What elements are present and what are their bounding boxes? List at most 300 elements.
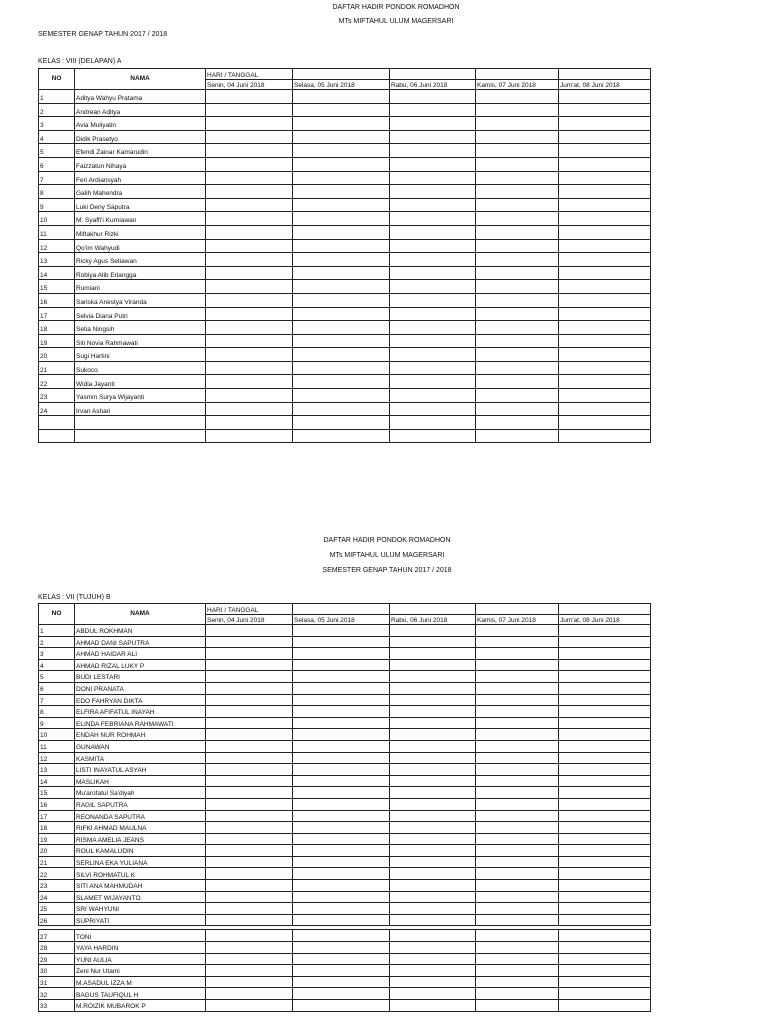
attendance-cell[interactable] bbox=[559, 402, 651, 416]
attendance-cell[interactable] bbox=[476, 914, 559, 926]
attendance-cell[interactable] bbox=[559, 659, 651, 671]
attendance-cell[interactable] bbox=[293, 671, 390, 683]
attendance-cell[interactable] bbox=[206, 787, 293, 799]
attendance-cell[interactable] bbox=[293, 659, 390, 671]
attendance-cell[interactable] bbox=[476, 375, 559, 389]
attendance-cell[interactable] bbox=[390, 321, 476, 335]
attendance-cell[interactable] bbox=[559, 740, 651, 752]
attendance-cell[interactable] bbox=[206, 321, 293, 335]
attendance-cell[interactable] bbox=[559, 375, 651, 389]
attendance-cell[interactable] bbox=[476, 752, 559, 764]
attendance-cell[interactable] bbox=[476, 810, 559, 822]
attendance-cell[interactable] bbox=[476, 775, 559, 787]
attendance-cell[interactable] bbox=[476, 717, 559, 729]
attendance-cell[interactable] bbox=[476, 671, 559, 683]
attendance-cell[interactable] bbox=[206, 798, 293, 810]
attendance-cell[interactable] bbox=[476, 891, 559, 903]
attendance-cell[interactable] bbox=[559, 798, 651, 810]
attendance-cell[interactable] bbox=[559, 822, 651, 834]
student-number: 30 bbox=[39, 965, 75, 977]
attendance-cell[interactable] bbox=[390, 625, 476, 637]
attendance-cell[interactable] bbox=[390, 891, 476, 903]
attendance-cell[interactable] bbox=[559, 845, 651, 857]
attendance-cell[interactable] bbox=[559, 833, 651, 845]
attendance-cell[interactable] bbox=[476, 942, 559, 954]
attendance-cell[interactable] bbox=[390, 787, 476, 799]
attendance-cell[interactable] bbox=[476, 171, 559, 185]
attendance-cell[interactable] bbox=[206, 625, 293, 637]
attendance-cell[interactable] bbox=[476, 694, 559, 706]
attendance-cell[interactable] bbox=[559, 976, 651, 988]
attendance-cell[interactable] bbox=[559, 334, 651, 348]
attendance-cell[interactable] bbox=[390, 402, 476, 416]
attendance-cell[interactable] bbox=[476, 930, 559, 942]
attendance-cell[interactable] bbox=[293, 891, 390, 903]
attendance-cell[interactable] bbox=[206, 729, 293, 741]
attendance-cell[interactable] bbox=[206, 965, 293, 977]
attendance-cell[interactable] bbox=[476, 822, 559, 834]
attendance-cell[interactable] bbox=[293, 706, 390, 718]
attendance-cell[interactable] bbox=[293, 90, 390, 104]
attendance-cell[interactable] bbox=[559, 307, 651, 321]
attendance-cell[interactable] bbox=[293, 144, 390, 158]
attendance-cell[interactable] bbox=[476, 416, 559, 430]
attendance-cell[interactable] bbox=[293, 880, 390, 892]
attendance-cell[interactable] bbox=[476, 868, 559, 880]
attendance-cell[interactable] bbox=[559, 389, 651, 403]
attendance-cell[interactable] bbox=[559, 942, 651, 954]
attendance-cell[interactable] bbox=[559, 729, 651, 741]
attendance-cell[interactable] bbox=[476, 144, 559, 158]
attendance-cell[interactable] bbox=[476, 90, 559, 104]
attendance-cell[interactable] bbox=[293, 198, 390, 212]
attendance-cell[interactable] bbox=[390, 157, 476, 171]
attendance-cell[interactable] bbox=[390, 775, 476, 787]
attendance-cell[interactable] bbox=[559, 671, 651, 683]
attendance-cell[interactable] bbox=[206, 144, 293, 158]
attendance-cell[interactable] bbox=[390, 253, 476, 267]
attendance-cell[interactable] bbox=[293, 253, 390, 267]
attendance-cell[interactable] bbox=[476, 856, 559, 868]
attendance-cell[interactable] bbox=[293, 775, 390, 787]
attendance-cell[interactable] bbox=[476, 429, 559, 443]
attendance-cell[interactable] bbox=[206, 648, 293, 660]
attendance-cell[interactable] bbox=[293, 729, 390, 741]
attendance-cell[interactable] bbox=[206, 740, 293, 752]
attendance-cell[interactable] bbox=[293, 868, 390, 880]
attendance-cell[interactable] bbox=[559, 648, 651, 660]
attendance-cell[interactable] bbox=[559, 903, 651, 915]
attendance-cell[interactable] bbox=[476, 636, 559, 648]
attendance-cell[interactable] bbox=[293, 636, 390, 648]
attendance-cell[interactable] bbox=[559, 764, 651, 776]
attendance-cell[interactable] bbox=[390, 280, 476, 294]
attendance-cell[interactable] bbox=[390, 144, 476, 158]
attendance-cell[interactable] bbox=[206, 212, 293, 226]
attendance-cell[interactable] bbox=[390, 868, 476, 880]
attendance-cell[interactable] bbox=[390, 171, 476, 185]
attendance-cell[interactable] bbox=[206, 903, 293, 915]
attendance-cell[interactable] bbox=[293, 348, 390, 362]
attendance-cell[interactable] bbox=[476, 648, 559, 660]
attendance-cell[interactable] bbox=[390, 361, 476, 375]
attendance-cell[interactable] bbox=[206, 694, 293, 706]
attendance-cell[interactable] bbox=[293, 225, 390, 239]
attendance-cell[interactable] bbox=[476, 157, 559, 171]
attendance-cell[interactable] bbox=[476, 659, 559, 671]
attendance-cell[interactable] bbox=[390, 764, 476, 776]
attendance-cell[interactable] bbox=[206, 775, 293, 787]
attendance-cell[interactable] bbox=[206, 953, 293, 965]
attendance-cell[interactable] bbox=[293, 117, 390, 131]
attendance-cell[interactable] bbox=[390, 266, 476, 280]
attendance-cell[interactable] bbox=[293, 648, 390, 660]
attendance-cell[interactable] bbox=[559, 891, 651, 903]
attendance-cell[interactable] bbox=[559, 988, 651, 1000]
attendance-cell[interactable] bbox=[559, 103, 651, 117]
attendance-cell[interactable] bbox=[206, 225, 293, 239]
attendance-cell[interactable] bbox=[476, 787, 559, 799]
attendance-cell[interactable] bbox=[206, 752, 293, 764]
attendance-cell[interactable] bbox=[559, 144, 651, 158]
attendance-cell[interactable] bbox=[559, 787, 651, 799]
attendance-cell[interactable] bbox=[206, 891, 293, 903]
attendance-cell[interactable] bbox=[390, 130, 476, 144]
attendance-cell[interactable] bbox=[476, 706, 559, 718]
attendance-cell[interactable] bbox=[206, 659, 293, 671]
attendance-cell[interactable] bbox=[559, 625, 651, 637]
attendance-cell[interactable] bbox=[206, 868, 293, 880]
attendance-cell[interactable] bbox=[559, 90, 651, 104]
attendance-cell[interactable] bbox=[559, 321, 651, 335]
attendance-cell[interactable] bbox=[390, 845, 476, 857]
attendance-cell[interactable] bbox=[559, 348, 651, 362]
attendance-cell[interactable] bbox=[390, 348, 476, 362]
attendance-cell[interactable] bbox=[206, 810, 293, 822]
attendance-cell[interactable] bbox=[293, 171, 390, 185]
attendance-cell[interactable] bbox=[390, 903, 476, 915]
attendance-cell[interactable] bbox=[559, 225, 651, 239]
attendance-cell[interactable] bbox=[476, 729, 559, 741]
attendance-cell[interactable] bbox=[390, 752, 476, 764]
attendance-cell[interactable] bbox=[390, 103, 476, 117]
attendance-cell[interactable] bbox=[293, 416, 390, 430]
attendance-cell[interactable] bbox=[293, 976, 390, 988]
attendance-cell[interactable] bbox=[476, 239, 559, 253]
attendance-cell[interactable] bbox=[476, 798, 559, 810]
attendance-cell[interactable] bbox=[559, 416, 651, 430]
attendance-cell[interactable] bbox=[476, 833, 559, 845]
attendance-cell[interactable] bbox=[206, 1000, 293, 1012]
attendance-cell[interactable] bbox=[390, 389, 476, 403]
attendance-cell[interactable] bbox=[476, 293, 559, 307]
attendance-cell[interactable] bbox=[206, 914, 293, 926]
attendance-cell[interactable] bbox=[293, 239, 390, 253]
attendance-cell[interactable] bbox=[206, 171, 293, 185]
attendance-cell[interactable] bbox=[206, 348, 293, 362]
attendance-cell[interactable] bbox=[390, 198, 476, 212]
attendance-cell[interactable] bbox=[206, 416, 293, 430]
attendance-cell[interactable] bbox=[559, 682, 651, 694]
attendance-cell[interactable] bbox=[476, 764, 559, 776]
attendance-cell[interactable] bbox=[206, 185, 293, 199]
attendance-cell[interactable] bbox=[390, 185, 476, 199]
attendance-cell[interactable] bbox=[476, 117, 559, 131]
attendance-cell[interactable] bbox=[559, 880, 651, 892]
attendance-cell[interactable] bbox=[390, 833, 476, 845]
attendance-cell[interactable] bbox=[206, 833, 293, 845]
attendance-cell[interactable] bbox=[390, 798, 476, 810]
attendance-cell[interactable] bbox=[476, 103, 559, 117]
attendance-cell[interactable] bbox=[559, 810, 651, 822]
attendance-cell[interactable] bbox=[559, 775, 651, 787]
attendance-cell[interactable] bbox=[206, 157, 293, 171]
attendance-cell[interactable] bbox=[559, 117, 651, 131]
attendance-cell[interactable] bbox=[293, 740, 390, 752]
attendance-cell[interactable] bbox=[293, 157, 390, 171]
attendance-cell[interactable] bbox=[476, 402, 559, 416]
attendance-cell[interactable] bbox=[293, 694, 390, 706]
attendance-cell[interactable] bbox=[390, 239, 476, 253]
attendance-cell[interactable] bbox=[206, 822, 293, 834]
attendance-cell[interactable] bbox=[390, 822, 476, 834]
attendance-cell[interactable] bbox=[390, 225, 476, 239]
attendance-cell[interactable] bbox=[390, 375, 476, 389]
attendance-cell[interactable] bbox=[206, 361, 293, 375]
attendance-cell[interactable] bbox=[293, 787, 390, 799]
attendance-cell[interactable] bbox=[206, 671, 293, 683]
attendance-cell[interactable] bbox=[206, 845, 293, 857]
attendance-cell[interactable] bbox=[293, 810, 390, 822]
attendance-cell[interactable] bbox=[476, 334, 559, 348]
attendance-cell[interactable] bbox=[293, 988, 390, 1000]
day-header: Senin, 04 Juni 2018 bbox=[206, 615, 293, 625]
attendance-cell[interactable] bbox=[476, 976, 559, 988]
attendance-cell[interactable] bbox=[476, 845, 559, 857]
attendance-cell[interactable] bbox=[476, 321, 559, 335]
student-name: Selvia Diana Putri bbox=[75, 307, 206, 321]
attendance-cell[interactable] bbox=[476, 348, 559, 362]
attendance-cell[interactable] bbox=[293, 903, 390, 915]
attendance-cell[interactable] bbox=[390, 953, 476, 965]
attendance-cell[interactable] bbox=[476, 903, 559, 915]
attendance-cell[interactable] bbox=[206, 880, 293, 892]
attendance-cell[interactable] bbox=[206, 117, 293, 131]
attendance-cell[interactable] bbox=[293, 625, 390, 637]
attendance-cell[interactable] bbox=[390, 659, 476, 671]
attendance-cell[interactable] bbox=[206, 976, 293, 988]
attendance-cell[interactable] bbox=[476, 198, 559, 212]
attendance-cell[interactable] bbox=[476, 389, 559, 403]
attendance-cell[interactable] bbox=[293, 942, 390, 954]
attendance-cell[interactable] bbox=[293, 717, 390, 729]
attendance-cell[interactable] bbox=[293, 334, 390, 348]
attendance-cell[interactable] bbox=[206, 942, 293, 954]
attendance-cell[interactable] bbox=[293, 914, 390, 926]
attendance-cell[interactable] bbox=[390, 636, 476, 648]
attendance-cell[interactable] bbox=[476, 682, 559, 694]
attendance-cell[interactable] bbox=[293, 856, 390, 868]
attendance-cell[interactable] bbox=[559, 914, 651, 926]
attendance-cell[interactable] bbox=[206, 280, 293, 294]
attendance-cell[interactable] bbox=[476, 212, 559, 226]
attendance-cell[interactable] bbox=[206, 130, 293, 144]
attendance-cell[interactable] bbox=[206, 682, 293, 694]
student-number: 18 bbox=[39, 321, 75, 335]
attendance-cell[interactable] bbox=[559, 965, 651, 977]
attendance-cell[interactable] bbox=[293, 845, 390, 857]
attendance-cell[interactable] bbox=[476, 965, 559, 977]
attendance-cell[interactable] bbox=[476, 988, 559, 1000]
attendance-cell[interactable] bbox=[293, 212, 390, 226]
attendance-cell[interactable] bbox=[390, 416, 476, 430]
attendance-cell[interactable] bbox=[559, 157, 651, 171]
attendance-cell[interactable] bbox=[476, 185, 559, 199]
attendance-cell[interactable] bbox=[206, 253, 293, 267]
attendance-cell[interactable] bbox=[293, 321, 390, 335]
attendance-cell[interactable] bbox=[293, 429, 390, 443]
attendance-cell[interactable] bbox=[559, 266, 651, 280]
attendance-cell[interactable] bbox=[390, 307, 476, 321]
attendance-cell[interactable] bbox=[206, 239, 293, 253]
attendance-cell[interactable] bbox=[293, 361, 390, 375]
attendance-cell[interactable] bbox=[476, 1000, 559, 1012]
attendance-cell[interactable] bbox=[476, 253, 559, 267]
attendance-cell[interactable] bbox=[390, 694, 476, 706]
attendance-cell[interactable] bbox=[390, 334, 476, 348]
attendance-cell[interactable] bbox=[559, 706, 651, 718]
attendance-cell[interactable] bbox=[476, 625, 559, 637]
attendance-cell[interactable] bbox=[390, 671, 476, 683]
attendance-cell[interactable] bbox=[206, 930, 293, 942]
attendance-cell[interactable] bbox=[559, 212, 651, 226]
attendance-cell[interactable] bbox=[559, 185, 651, 199]
attendance-cell[interactable] bbox=[206, 988, 293, 1000]
attendance-cell[interactable] bbox=[559, 953, 651, 965]
attendance-cell[interactable] bbox=[206, 429, 293, 443]
attendance-cell[interactable] bbox=[559, 717, 651, 729]
attendance-cell[interactable] bbox=[559, 752, 651, 764]
attendance-cell[interactable] bbox=[293, 307, 390, 321]
attendance-cell[interactable] bbox=[206, 636, 293, 648]
attendance-cell[interactable] bbox=[476, 361, 559, 375]
attendance-cell[interactable] bbox=[206, 375, 293, 389]
attendance-cell[interactable] bbox=[390, 880, 476, 892]
attendance-cell[interactable] bbox=[559, 171, 651, 185]
attendance-cell[interactable] bbox=[206, 856, 293, 868]
attendance-cell[interactable] bbox=[293, 130, 390, 144]
attendance-cell[interactable] bbox=[559, 868, 651, 880]
attendance-cell[interactable] bbox=[293, 953, 390, 965]
attendance-cell[interactable] bbox=[390, 682, 476, 694]
attendance-cell[interactable] bbox=[390, 717, 476, 729]
attendance-cell[interactable] bbox=[293, 764, 390, 776]
attendance-cell[interactable] bbox=[476, 953, 559, 965]
attendance-cell[interactable] bbox=[293, 682, 390, 694]
attendance-cell[interactable] bbox=[293, 266, 390, 280]
attendance-cell[interactable] bbox=[390, 117, 476, 131]
student-number: 24 bbox=[39, 402, 75, 416]
attendance-cell[interactable] bbox=[293, 103, 390, 117]
attendance-cell[interactable] bbox=[390, 976, 476, 988]
attendance-cell[interactable] bbox=[206, 90, 293, 104]
attendance-cell[interactable] bbox=[559, 856, 651, 868]
attendance-cell[interactable] bbox=[390, 965, 476, 977]
attendance-cell[interactable] bbox=[390, 930, 476, 942]
attendance-cell[interactable] bbox=[559, 361, 651, 375]
attendance-cell[interactable] bbox=[206, 266, 293, 280]
attendance-cell[interactable] bbox=[206, 706, 293, 718]
attendance-cell[interactable] bbox=[559, 930, 651, 942]
attendance-cell[interactable] bbox=[390, 90, 476, 104]
attendance-cell[interactable] bbox=[390, 856, 476, 868]
attendance-cell[interactable] bbox=[206, 307, 293, 321]
attendance-cell[interactable] bbox=[206, 103, 293, 117]
attendance-cell[interactable] bbox=[476, 225, 559, 239]
attendance-cell[interactable] bbox=[390, 942, 476, 954]
attendance-cell[interactable] bbox=[293, 833, 390, 845]
attendance-cell[interactable] bbox=[390, 293, 476, 307]
attendance-cell[interactable] bbox=[476, 266, 559, 280]
attendance-cell[interactable] bbox=[293, 798, 390, 810]
attendance-cell[interactable] bbox=[293, 375, 390, 389]
attendance-cell[interactable] bbox=[559, 636, 651, 648]
attendance-cell[interactable] bbox=[206, 717, 293, 729]
attendance-cell[interactable] bbox=[390, 914, 476, 926]
attendance-cell[interactable] bbox=[390, 729, 476, 741]
attendance-cell[interactable] bbox=[293, 389, 390, 403]
attendance-cell[interactable] bbox=[559, 130, 651, 144]
attendance-cell[interactable] bbox=[559, 1000, 651, 1012]
attendance-cell[interactable] bbox=[293, 822, 390, 834]
attendance-cell[interactable] bbox=[206, 764, 293, 776]
attendance-cell[interactable] bbox=[293, 280, 390, 294]
attendance-cell[interactable] bbox=[206, 198, 293, 212]
attendance-cell[interactable] bbox=[390, 1000, 476, 1012]
attendance-cell[interactable] bbox=[390, 810, 476, 822]
attendance-cell[interactable] bbox=[293, 965, 390, 977]
attendance-cell[interactable] bbox=[559, 429, 651, 443]
attendance-cell[interactable] bbox=[206, 334, 293, 348]
attendance-cell[interactable] bbox=[293, 185, 390, 199]
attendance-cell[interactable] bbox=[559, 239, 651, 253]
attendance-cell[interactable] bbox=[390, 429, 476, 443]
attendance-cell[interactable] bbox=[390, 706, 476, 718]
attendance-cell[interactable] bbox=[559, 293, 651, 307]
attendance-cell[interactable] bbox=[559, 694, 651, 706]
attendance-cell[interactable] bbox=[390, 212, 476, 226]
attendance-cell[interactable] bbox=[293, 1000, 390, 1012]
attendance-cell[interactable] bbox=[476, 280, 559, 294]
attendance-cell[interactable] bbox=[293, 293, 390, 307]
attendance-cell[interactable] bbox=[559, 280, 651, 294]
attendance-cell[interactable] bbox=[390, 740, 476, 752]
attendance-cell[interactable] bbox=[476, 307, 559, 321]
attendance-cell[interactable] bbox=[206, 402, 293, 416]
attendance-cell[interactable] bbox=[293, 930, 390, 942]
attendance-cell[interactable] bbox=[476, 740, 559, 752]
attendance-cell[interactable] bbox=[559, 198, 651, 212]
attendance-cell[interactable] bbox=[206, 389, 293, 403]
attendance-cell[interactable] bbox=[390, 648, 476, 660]
attendance-cell[interactable] bbox=[390, 988, 476, 1000]
attendance-cell[interactable] bbox=[293, 402, 390, 416]
attendance-cell[interactable] bbox=[476, 130, 559, 144]
attendance-cell[interactable] bbox=[206, 293, 293, 307]
attendance-cell[interactable] bbox=[559, 253, 651, 267]
attendance-cell[interactable] bbox=[476, 880, 559, 892]
attendance-cell[interactable] bbox=[293, 752, 390, 764]
